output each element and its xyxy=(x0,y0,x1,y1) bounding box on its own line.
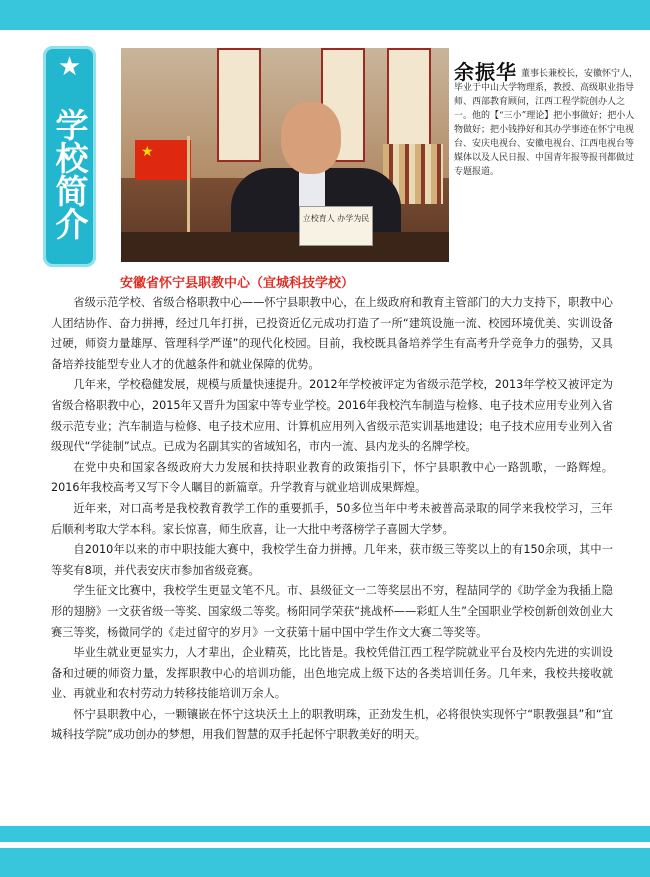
intro-paragraph: 毕业生就业更显实力，人才辈出，企业精英，比比皆是。我校凭借江西工程学院就业平台及校内先进的实训设备和过硬的师资力量，发挥职教中心的培训功能，出色地完成上级下达的各类培训任务。几年来，我校共接收就业、再就业和农村劳动力转移技能培训万余人。 xyxy=(51,646,613,701)
bottom-stripe xyxy=(0,848,650,877)
section-title: 学校简介 xyxy=(50,108,90,240)
principal-name: 余振华 xyxy=(454,60,517,84)
principal-shirt xyxy=(299,170,325,210)
section-tab xyxy=(43,46,96,267)
bottom-stripe xyxy=(0,826,650,842)
desk-nameplate: 立校育人 办学为民 xyxy=(299,206,373,246)
calligraphy-scroll xyxy=(217,48,261,162)
bottom-banner-band xyxy=(0,826,650,877)
intro-paragraph: 近年来，对口高考是我校教育教学工作的重要抓手，50多位当年中考未被普高录取的同学来我校学习，三年后顺利考取大学本科。家长惊喜，师生欣喜，让一大批中考落榜学子喜圆大学梦。 xyxy=(51,501,613,536)
principal-head xyxy=(281,102,341,174)
school-name-heading: 安徽省怀宁县职教中心（宜城科技学校） xyxy=(120,276,355,291)
intro-paragraph: 自2010年以来的市中职技能大赛中，我校学生奋力拼搏。几年来，获市级三等奖以上的有150余项，其中一等奖有8项，并代表安庆市参加省级竞赛。 xyxy=(51,543,613,577)
intro-paragraph: 在党中央和国家各级政府大力发展和扶持职业教育的政策指引下，怀宁县职教中心一路凯歌，一路辉煌。2016年我校高考又写下令人瞩目的新篇章。升学教育与就业培训成果辉煌。 xyxy=(51,460,613,495)
intro-paragraph: 怀宁县职教中心，一颗镶嵌在怀宁这块沃土上的职教明珠，正劲发生机，必将很快实现怀宁“职教强县”和“宜城科技学院”成功创办的梦想，用我们智慧的双手托起怀宁职教美好的明天。 xyxy=(51,707,613,742)
intro-paragraph: 省级示范学校、省级合格职教中心——怀宁县职教中心，在上级政府和教育主管部门的大力支持下，职教中心人团结协作、奋力拼搏，经过几年打拼，已投资近亿元成功打造了一所“建筑设施一流、校园环境优美、实训设备过硬，师资力量雄厚、管理科学严谨”的现代化校园。目前，我校既具备培养学生有高考升学竞争力的强势，又具备培养技能型专业人才的优越条件和就业保障的优势。 xyxy=(51,296,613,371)
top-banner-band xyxy=(0,0,650,30)
star-icon: ★ xyxy=(57,52,82,82)
intro-paragraph: 学生征文比赛中，我校学生更显文笔不凡。市、县级征文一二等奖层出不穷，程喆同学的《助学金为我插上隐形的翅膀》一文获省级一等奖、国家级二等奖。杨阳同学荣获“挑战杯——彩虹人生”全国职业学校创新创效创业大赛三等奖，杨微同学的《走过留守的岁月》一文获第十届中国中学生作文大赛二等奖等。 xyxy=(51,584,613,639)
school-introduction xyxy=(51,293,613,746)
flag-star-icon: ★ xyxy=(141,144,154,160)
principal-bio xyxy=(454,60,640,179)
office-desk xyxy=(121,232,449,262)
principal-bio-text: 董事长兼校长，安徽怀宁人，毕业于中山大学物理系，教授、高级职业指导师、西部教育顾问，江西工程学院创办人之一。他的【“三小”理论】把小事做好；把小人物做好；把小钱挣好和其办学事迹在怀宁电视台、安庆电视台、安徽电视台、江西电视台等媒体以及人民日报、中国青年报等报刊都做过专题报道。 xyxy=(454,69,639,177)
principal-photo xyxy=(121,48,449,262)
intro-paragraph: 几年来，学校稳健发展，规模与质量快速提升。2012年学校被评定为省级示范学校，2013年学校又被评定为省级合格职教中心，2015年又晋升为国家中等专业学校。2016年我校汽车制造与检修、电子技术应用专业列入省级示范专业；汽车制造与检修、电子技术应用、计算机应用列入省级示范实训基地建设；电子技术应用专业列入省级现代“学徒制”试点。已成为名副其实的省域知名，市内一流、县内龙头的名牌学校。 xyxy=(51,378,613,454)
